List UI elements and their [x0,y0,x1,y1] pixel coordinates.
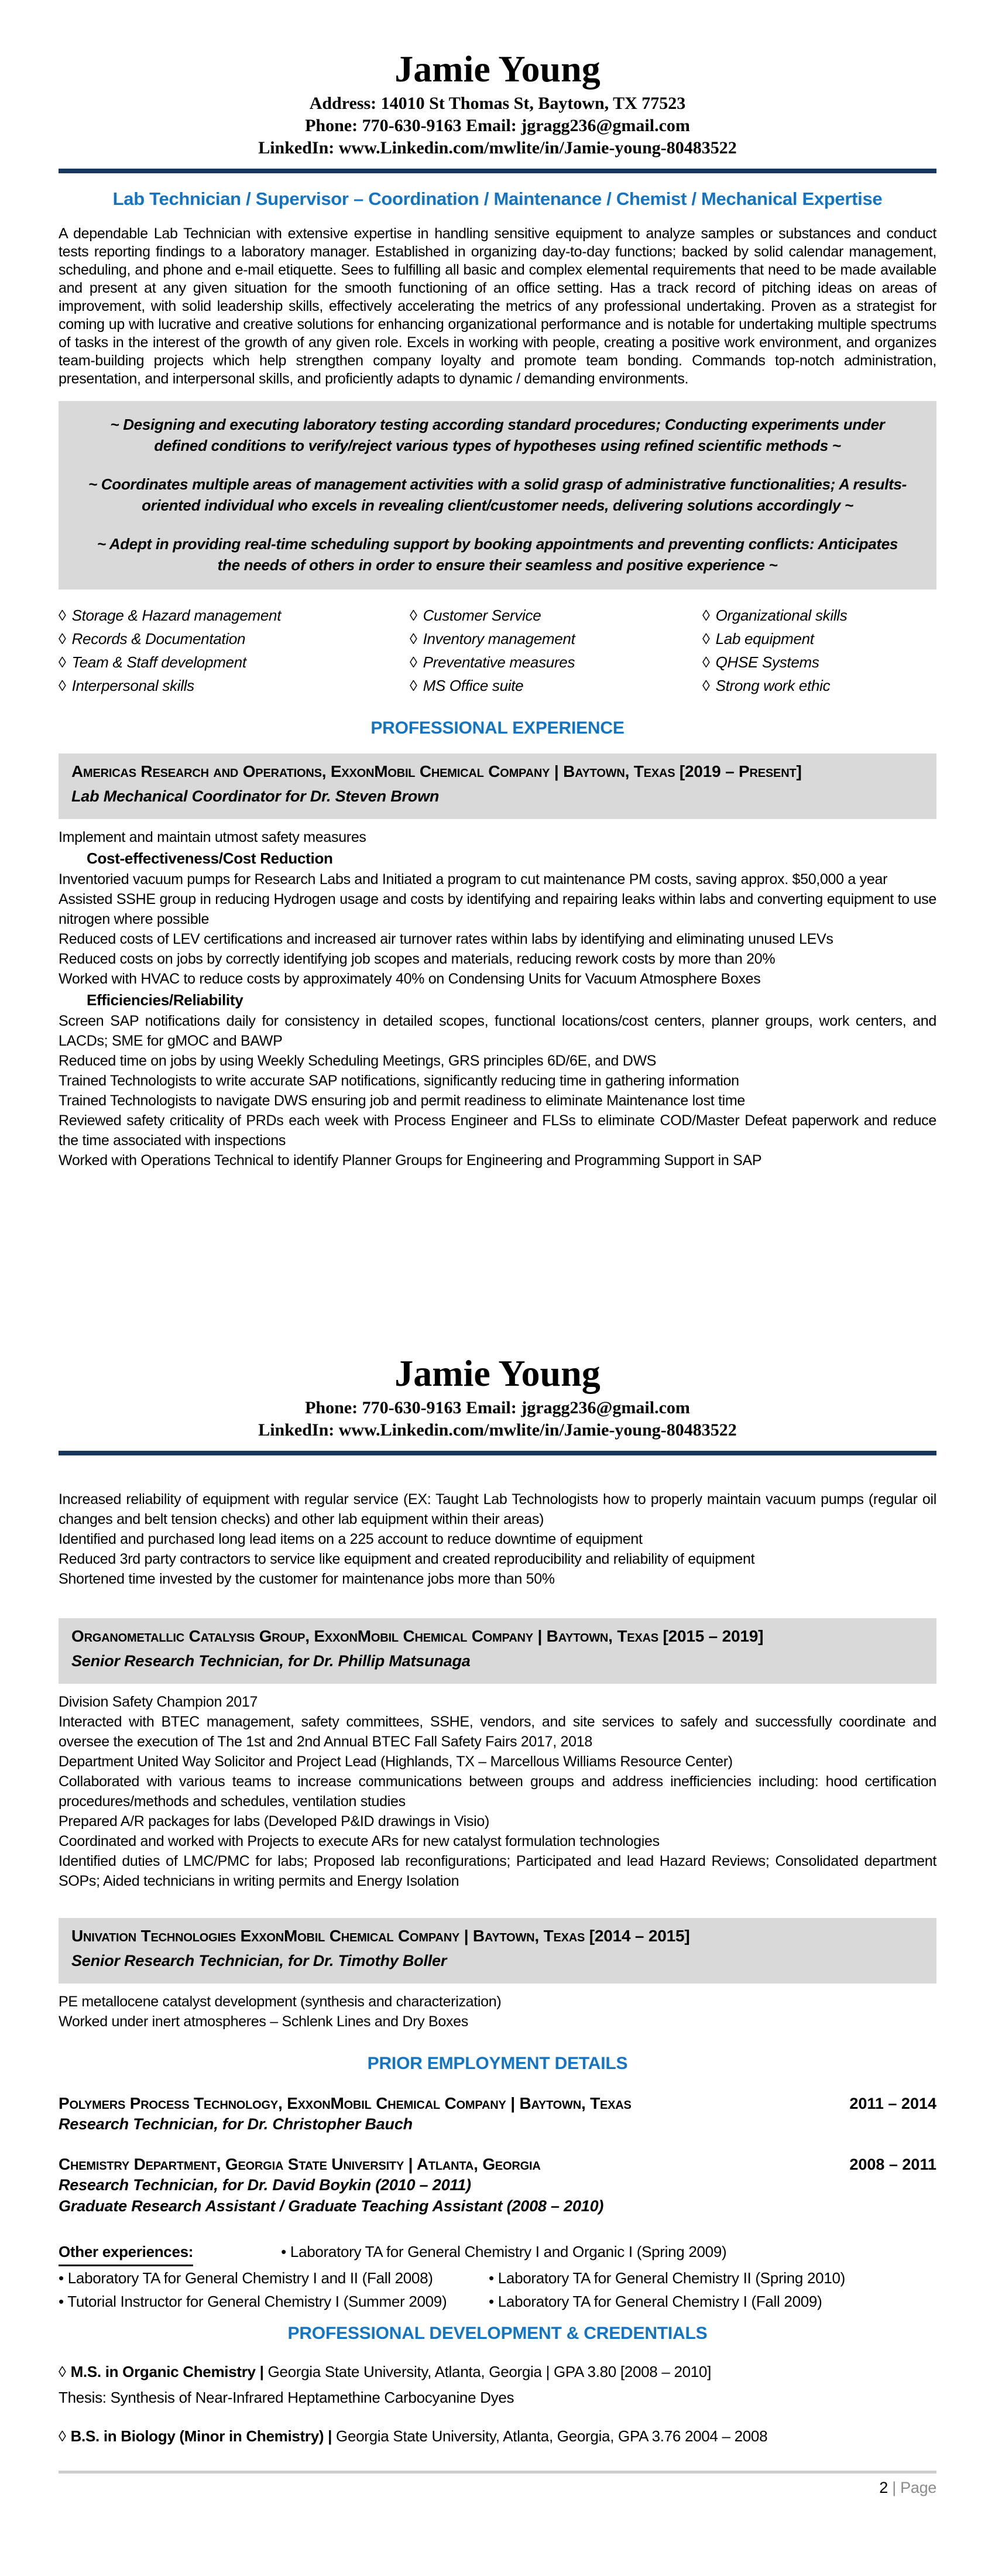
phone-email-line: Phone: 770-630-9163 Email: jgragg236@gmail.com [305,1398,690,1417]
prior-job-row [59,2154,936,2174]
job3-company: Univation Technologies ExxonMobil Chemical Company | Baytown, Texas [2014 – 2015] [71,1927,690,1945]
dot-bullet-icon: • [489,2293,494,2310]
job2-bullet: Interacted with BTEC management, safety committees, SSHE, vendors, and site services to safely and successfully coordinate and oversee the execution of The 1st and 2nd Annual BTEC Fall Safety Fairs 2017, 2018 [59,1714,936,1750]
education-ms-line [59,2361,936,2382]
dot-bullet-icon: • [489,2269,494,2287]
header-divider [59,169,936,173]
diamond-bullet-icon: ◊ [59,2427,66,2445]
skill-label: Storage & Hazard management [71,607,282,624]
skill-item [59,627,410,650]
job1-header [59,753,936,819]
education-ms-details: Georgia State University, Atlanta, Georgia | GPA 3.80 [2008 – 2010] [263,2363,712,2380]
education-ms-thesis: Thesis: Synthesis of Near-Infrared Heptamethine Carbocyanine Dyes [59,2389,514,2406]
education-bs-line [59,2426,936,2447]
other-experiences-grid [59,2266,936,2313]
other-item-label: Tutorial Instructor for General Chemistry I (Summer 2009) [67,2293,447,2310]
prior-job2-role-1: Research Technician, for Dr. David Boykin (2010 – 2011) [59,2176,471,2194]
job1-bullet: Trained Technologists to write accurate SAP notifications, significantly reducing time in gathering information [59,1073,739,1089]
summary-paragraph: A dependable Lab Technician with extensive expertise in handling sensitive equipment to analyze samples or substances and conduct tests reporting findings to a laboratory manager. Established in organizing day-to-day functions; backed by solid calendar management, scheduling, and phone and e-mail etiquette. Sees to fulfilling all basic and complex elemental requirements that need to be made available and present at any given situation for the smooth functioning of an office setting. Has a track record of pitching ideas on areas of improvement, with solid leadership skills, effectively accelerating the metrics of any professional undertaking. Proven as a strategist for coming up with lucrative and creative solutions for enhancing organizational performance and is notable for undertaking multiple spectrums of tasks in the interest of the growth of any given role. Excels in working with people, creating a positive work environment, and organizes team-building projects which help strengthen company loyalty and promote team bonding. Commands top-notch administration, presentation, and interpersonal skills, and proficiently adapts to dynamic / demanding environments. [59,225,936,387]
diamond-bullet-icon: ◊ [702,653,710,671]
job1-body [59,827,936,1170]
diamond-bullet-icon: ◊ [59,2363,66,2380]
job1-company: Americas Research and Operations, ExxonMobil Chemical Company | Baytown, Texas [2019 – Present] [71,762,802,780]
job3-header [59,1918,936,1984]
prior-job2-dates: 2008 – 2011 [849,2156,936,2173]
dot-bullet-icon: • [59,2269,64,2287]
diamond-bullet-icon: ◊ [410,653,417,671]
job1-bullet: Reduced 3rd party contractors to service like equipment and created reproducibility and reliability of equipment [59,1551,755,1567]
skill-item [410,674,702,697]
job2-header [59,1618,936,1684]
job1-bullet: Reviewed safety criticality of PRDs each week with Process Engineer and FLSs to eliminate COD/Master Defeat paperwork and reduce the time associated with inspections [59,1112,936,1149]
job1-bullet: Screen SAP notifications daily for consistency in detailed scopes, functional locations/cost centers, planner groups, work centers, and LACDs; SME for gMOC and BAWP [59,1013,936,1049]
job1-bullet: Assisted SSHE group in reducing Hydrogen usage and costs by identifying and repairing leaks within labs and converting equipment to use nitrogen where possible [59,891,936,927]
job3-bullet: PE metallocene catalyst development (synthesis and characterization) [59,1993,502,2010]
page-number: 2 [879,2479,888,2496]
skill-label: Organizational skills [715,607,848,624]
highlight-3: ~ Adept in providing real-time scheduling support by booking appointments and preventing conflicts: Anticipates the needs of others in order to ensure their seamless and positive experience ~ [97,535,898,574]
job2-bullet: Coordinated and worked with Projects to execute ARs for new catalyst formulation technologies [59,1833,660,1849]
highlights-block [59,401,936,590]
skill-label: Strong work ethic [715,677,831,694]
job1-subhead-cost: Cost-effectiveness/Cost Reduction [87,849,333,867]
other-experiences-label: Other experiences: [59,2240,193,2266]
candidate-name: Jamie Young [394,48,601,90]
section-heading-professional-experience: PROFESSIONAL EXPERIENCE [370,718,625,738]
job1-bullet: Shortened time invested by the customer for maintenance jobs more than 50% [59,1571,555,1587]
other-item-label: Laboratory TA for General Chemistry I (Fall 2009) [498,2293,822,2310]
diamond-bullet-icon: ◊ [410,630,417,648]
skill-item [410,627,702,650]
other-experiences [59,2240,936,2313]
skill-label: Records & Documentation [71,630,246,648]
education-ms-degree: M.S. in Organic Chemistry | [70,2363,264,2380]
other-experiences-row [59,2240,936,2266]
job1-bullet: Trained Technologists to navigate DWS ensuring job and permit readiness to eliminate Maintenance lost time [59,1092,746,1109]
other-item-label: Laboratory TA for General Chemistry II (Spring 2010) [498,2269,846,2287]
skill-item [59,604,410,627]
job2-bullet: Department United Way Solicitor and Project Lead (Highlands, TX – Marcellous Williams Resource Center) [59,1753,733,1770]
skill-item [410,650,702,674]
job1-bullet: Increased reliability of equipment with regular service (EX: Taught Lab Technologists how to properly maintain vacuum pumps (regular oil changes and belt tension checks) and other lab equipment within their areas) [59,1491,936,1527]
dot-bullet-icon: • [281,2243,286,2260]
skill-label: Interpersonal skills [71,677,194,694]
skill-item [702,627,936,650]
job2-bullet: Collaborated with various teams to increase communications between groups and address inefficiencies including: hood certification procedures/methods and schedules, ventilation studies [59,1773,936,1810]
skill-item [702,604,936,627]
diamond-bullet-icon: ◊ [702,607,710,624]
job1-title: Lab Mechanical Coordinator for Dr. Steven Brown [71,787,440,805]
job1-bullet: Inventoried vacuum pumps for Research Labs and Initiated a program to cut maintenance PM costs, saving approx. $50,000 a year [59,871,888,888]
job1-bullet: Worked with Operations Technical to identify Planner Groups for Engineering and Programming Support in SAP [59,1152,762,1169]
job3-bullet: Worked under inert atmospheres – Schlenk Lines and Dry Boxes [59,2013,468,2030]
diamond-bullet-icon: ◊ [59,630,66,648]
skill-item [702,674,936,697]
other-item-label: Laboratory TA for General Chemistry I and II (Fall 2008) [67,2269,433,2287]
job1-bullet: Reduced costs on jobs by correctly identifying job scopes and materials, reducing rework costs by more than 20% [59,951,776,967]
skill-label: Team & Staff development [71,653,246,671]
other-experience-item [281,2240,726,2266]
role-title: Lab Technician / Supervisor – Coordination / Maintenance / Chemist / Mechanical Expertise [112,189,883,209]
job2-body [59,1692,936,1891]
header-divider [59,1451,936,1455]
dot-bullet-icon: • [59,2293,64,2310]
prior-job2-company: Chemistry Department, Georgia State University | Atlanta, Georgia [59,2155,541,2173]
other-experience-item [59,2290,489,2313]
education-ms [59,2361,936,2408]
skill-item [702,650,936,674]
prior-job-row [59,2094,936,2113]
job1-bullet: Reduced costs of LEV certifications and increased air turnover rates within labs by identifying and eliminating unused LEVs [59,931,833,947]
skill-item [59,650,410,674]
highlight-1: ~ Designing and executing laboratory testing according standard procedures; Conducting experiments under defined conditions to verify/reject various types of hypotheses using refined scientific methods ~ [110,416,885,454]
section-heading-prior-employment: PRIOR EMPLOYMENT DETAILS [367,2054,628,2073]
job2-company: Organometallic Catalysis Group, ExxonMobil Chemical Company | Baytown, Texas [2015 – 2019] [71,1627,764,1645]
education-bs-degree: B.S. in Biology (Minor in Chemistry) | [70,2427,332,2445]
prior-job1-company: Polymers Process Technology, ExxonMobil Chemical Company | Baytown, Texas [59,2094,632,2112]
linkedin-line: LinkedIn: www.Linkedin.com/mwlite/in/Jamie-young-80483522 [258,138,737,157]
resume-page-2 [0,1329,995,2576]
other-experience-item [489,2290,878,2313]
skill-label: Customer Service [423,607,541,624]
prior-job1-role: Research Technician, for Dr. Christopher Bauch [59,2115,413,2133]
job2-bullet: Prepared A/R packages for labs (Developed P&ID drawings in Visio) [59,1813,489,1830]
job1-bullet: Worked with HVAC to reduce costs by approximately 40% on Condensing Units for Vacuum Atmosphere Boxes [59,971,761,987]
job2-bullet: Identified duties of LMC/PMC for labs; Proposed lab reconfigurations; Participated and lead Hazard Reviews; Consolidated department SOPs; Aided technicians in writing permits and Energy Isolation [59,1853,936,1889]
section-heading-professional-development: PROFESSIONAL DEVELOPMENT & CREDENTIALS [287,2324,708,2343]
footer-separator: | [892,2479,896,2496]
job1-bullet: Reduced time on jobs by using Weekly Scheduling Meetings, GRS principles 6D/6E, and DWS [59,1053,657,1069]
job2-bullet: Division Safety Champion 2017 [59,1694,258,1710]
skill-label: Lab equipment [715,630,814,648]
skill-label: MS Office suite [423,677,524,694]
job2-title: Senior Research Technician, for Dr. Phillip Matsunaga [71,1652,471,1670]
education-bs [59,2426,936,2447]
skill-item [410,604,702,627]
diamond-bullet-icon: ◊ [410,607,417,624]
prior-job1-dates: 2011 – 2014 [849,2095,936,2112]
other-experience-item [59,2266,489,2290]
page-number-footer [879,2479,936,2497]
other-experience-item [489,2266,878,2290]
skill-label: QHSE Systems [715,653,819,671]
diamond-bullet-icon: ◊ [702,630,710,648]
job1-body-continued [59,1489,936,1589]
job1-subhead-efficiency: Efficiencies/Reliability [87,991,243,1009]
linkedin-line: LinkedIn: www.Linkedin.com/mwlite/in/Jamie-young-80483522 [258,1420,737,1440]
prior-job-1 [59,2094,936,2135]
job3-body [59,1992,936,2032]
address-line: Address: 14010 St Thomas St, Baytown, TX 77523 [309,94,686,113]
skill-item [59,674,410,697]
job1-intro: Implement and maintain utmost safety measures [59,829,366,845]
skill-label: Inventory management [423,630,575,648]
footer-divider [59,2471,936,2474]
job1-bullet: Identified and purchased long lead items on a 225 account to reduce downtime of equipment [59,1531,643,1547]
diamond-bullet-icon: ◊ [59,607,66,624]
skills-grid [59,604,936,697]
phone-email-line: Phone: 770-630-9163 Email: jgragg236@gmail.com [305,116,690,135]
prior-job2-role-2: Graduate Research Assistant / Graduate Teaching Assistant (2008 – 2010) [59,2197,604,2215]
highlight-2: ~ Coordinates multiple areas of management activities with a solid grasp of administrative functionalities; A results-oriented individual who excels in revealing client/customer needs, delivering solutions accordingly ~ [88,475,907,514]
diamond-bullet-icon: ◊ [410,677,417,694]
prior-job-2 [59,2154,936,2217]
other-item-label: Laboratory TA for General Chemistry I and Organic I (Spring 2009) [290,2243,727,2260]
diamond-bullet-icon: ◊ [59,677,66,694]
education-bs-details: Georgia State University, Atlanta, Georgia, GPA 3.76 2004 – 2008 [332,2427,768,2445]
diamond-bullet-icon: ◊ [702,677,710,694]
candidate-name: Jamie Young [394,1352,601,1394]
job3-title: Senior Research Technician, for Dr. Timothy Boller [71,1952,447,1969]
footer-page-label: Page [900,2479,936,2496]
diamond-bullet-icon: ◊ [59,653,66,671]
skill-label: Preventative measures [423,653,575,671]
